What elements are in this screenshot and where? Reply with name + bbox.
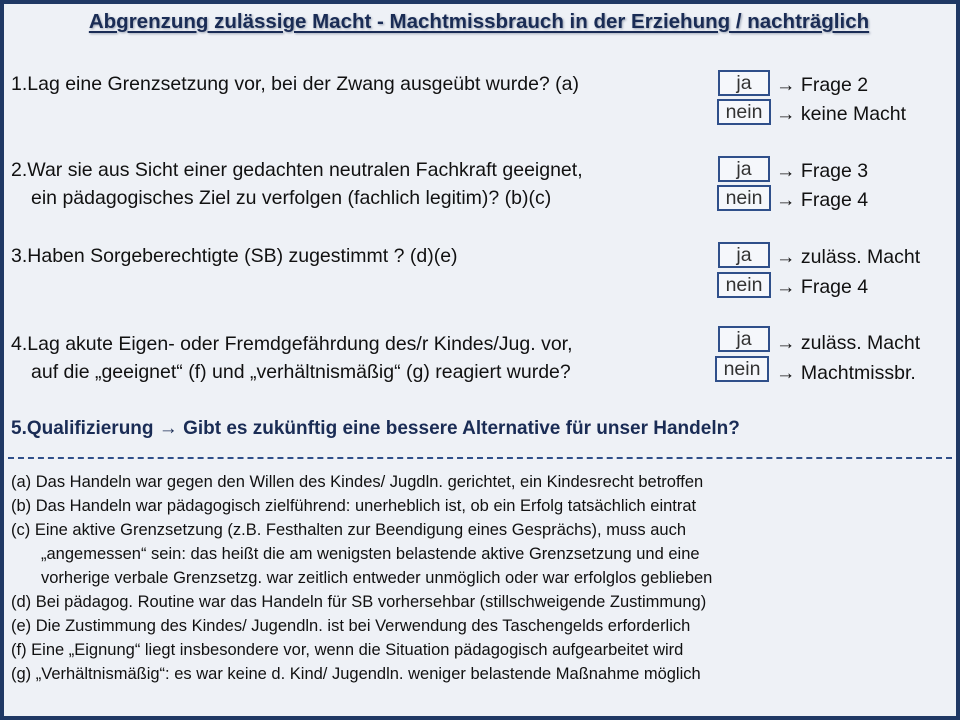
question-2-line-2: ein pädagogisches Ziel zu verfolgen (fachlich legitim)? (b)(c) <box>31 187 552 209</box>
question-4-nein-box: nein <box>715 356 769 382</box>
question-3-ja-box: ja <box>718 242 770 268</box>
question-2 <box>11 156 583 212</box>
question-3-line-1: 3.Haben Sorgeberechtigte (SB) zugestimmt ? (d)(e) <box>11 245 458 267</box>
footnote-c-continued: vorherige verbale Grenzsetzg. war zeitlich entweder unmöglich oder war erfolglos geblieben <box>41 569 713 587</box>
slide <box>4 4 956 716</box>
question-4 <box>11 330 573 386</box>
footnote-e: (e) Die Zustimmung des Kindes/ Jugendln. ist bei Verwendung des Taschengelds erforderlich <box>11 617 691 635</box>
footnote-c: (c) Eine aktive Grenzsetzung (z.B. Festhalten zur Beendigung eines Gesprächs), muss auch <box>11 521 686 539</box>
question-2-nein-box: nein <box>717 185 771 211</box>
divider <box>8 457 952 459</box>
question-3-nein-box: nein <box>717 272 771 298</box>
question-4-line-2: auf die „geeignet“ (f) und „verhältnismäßig“ (g) reagiert wurde? <box>31 361 571 383</box>
question-1-nein-result: → keine Macht <box>776 103 907 125</box>
question-1-ja-box: ja <box>718 70 770 96</box>
question-1-line-1: 1.Lag eine Grenzsetzung vor, bei der Zwang ausgeübt wurde? (a) <box>11 73 580 95</box>
footnote-b: (b) Das Handeln war pädagogisch zielführend: unerheblich ist, ob ein Erfolg tatsächlich eintrat <box>11 497 697 515</box>
question-3 <box>11 242 458 270</box>
footnote-a: (a) Das Handeln war gegen den Willen des Kindes/ Jugdln. gerichtet, ein Kindesrecht betroffen <box>11 473 704 491</box>
question-4-nein-result: → Machtmissbr. <box>776 362 916 384</box>
question-2-ja-result: → Frage 3 <box>776 160 869 182</box>
question-2-nein-result: → Frage 4 <box>776 189 869 211</box>
question-2-line-1: 2.War sie aus Sicht einer gedachten neutralen Fachkraft geeignet, <box>11 159 583 181</box>
question-1-nein-box: nein <box>717 99 771 125</box>
question-4-ja-result: → zuläss. Macht <box>776 332 921 354</box>
footnote-f: (f) Eine „Eignung“ liegt insbesondere vor, wenn die Situation pädagogisch aufgearbeitet wird <box>11 641 684 659</box>
question-1 <box>11 70 579 98</box>
question-5: 5.Qualifizierung → Gibt es zukünftig eine bessere Alternative für unser Handeln? <box>11 418 740 439</box>
slide-title: Abgrenzung zulässige Macht - Machtmissbrauch in der Erziehung / nachträglich <box>88 10 870 33</box>
footnote-d: (d) Bei pädagog. Routine war das Handeln für SB vorhersehbar (stillschweigende Zustimmung) <box>11 593 707 611</box>
question-2-ja-box: ja <box>718 156 770 182</box>
footnotes <box>11 470 949 686</box>
question-3-nein-result: → Frage 4 <box>776 276 869 298</box>
footnote-g: (g) „Verhältnismäßig“: es war keine d. Kind/ Jugendln. weniger belastende Maßnahme möglich <box>11 665 701 683</box>
question-1-ja-result: → Frage 2 <box>776 74 869 96</box>
footnote-c-continued: „angemessen“ sein: das heißt die am wenigsten belastende aktive Grenzsetzung und eine <box>41 545 700 563</box>
question-4-line-1: 4.Lag akute Eigen- oder Fremdgefährdung des/r Kindes/Jug. vor, <box>11 333 573 355</box>
question-4-ja-box: ja <box>718 326 770 352</box>
question-3-ja-result: → zuläss. Macht <box>776 246 921 268</box>
